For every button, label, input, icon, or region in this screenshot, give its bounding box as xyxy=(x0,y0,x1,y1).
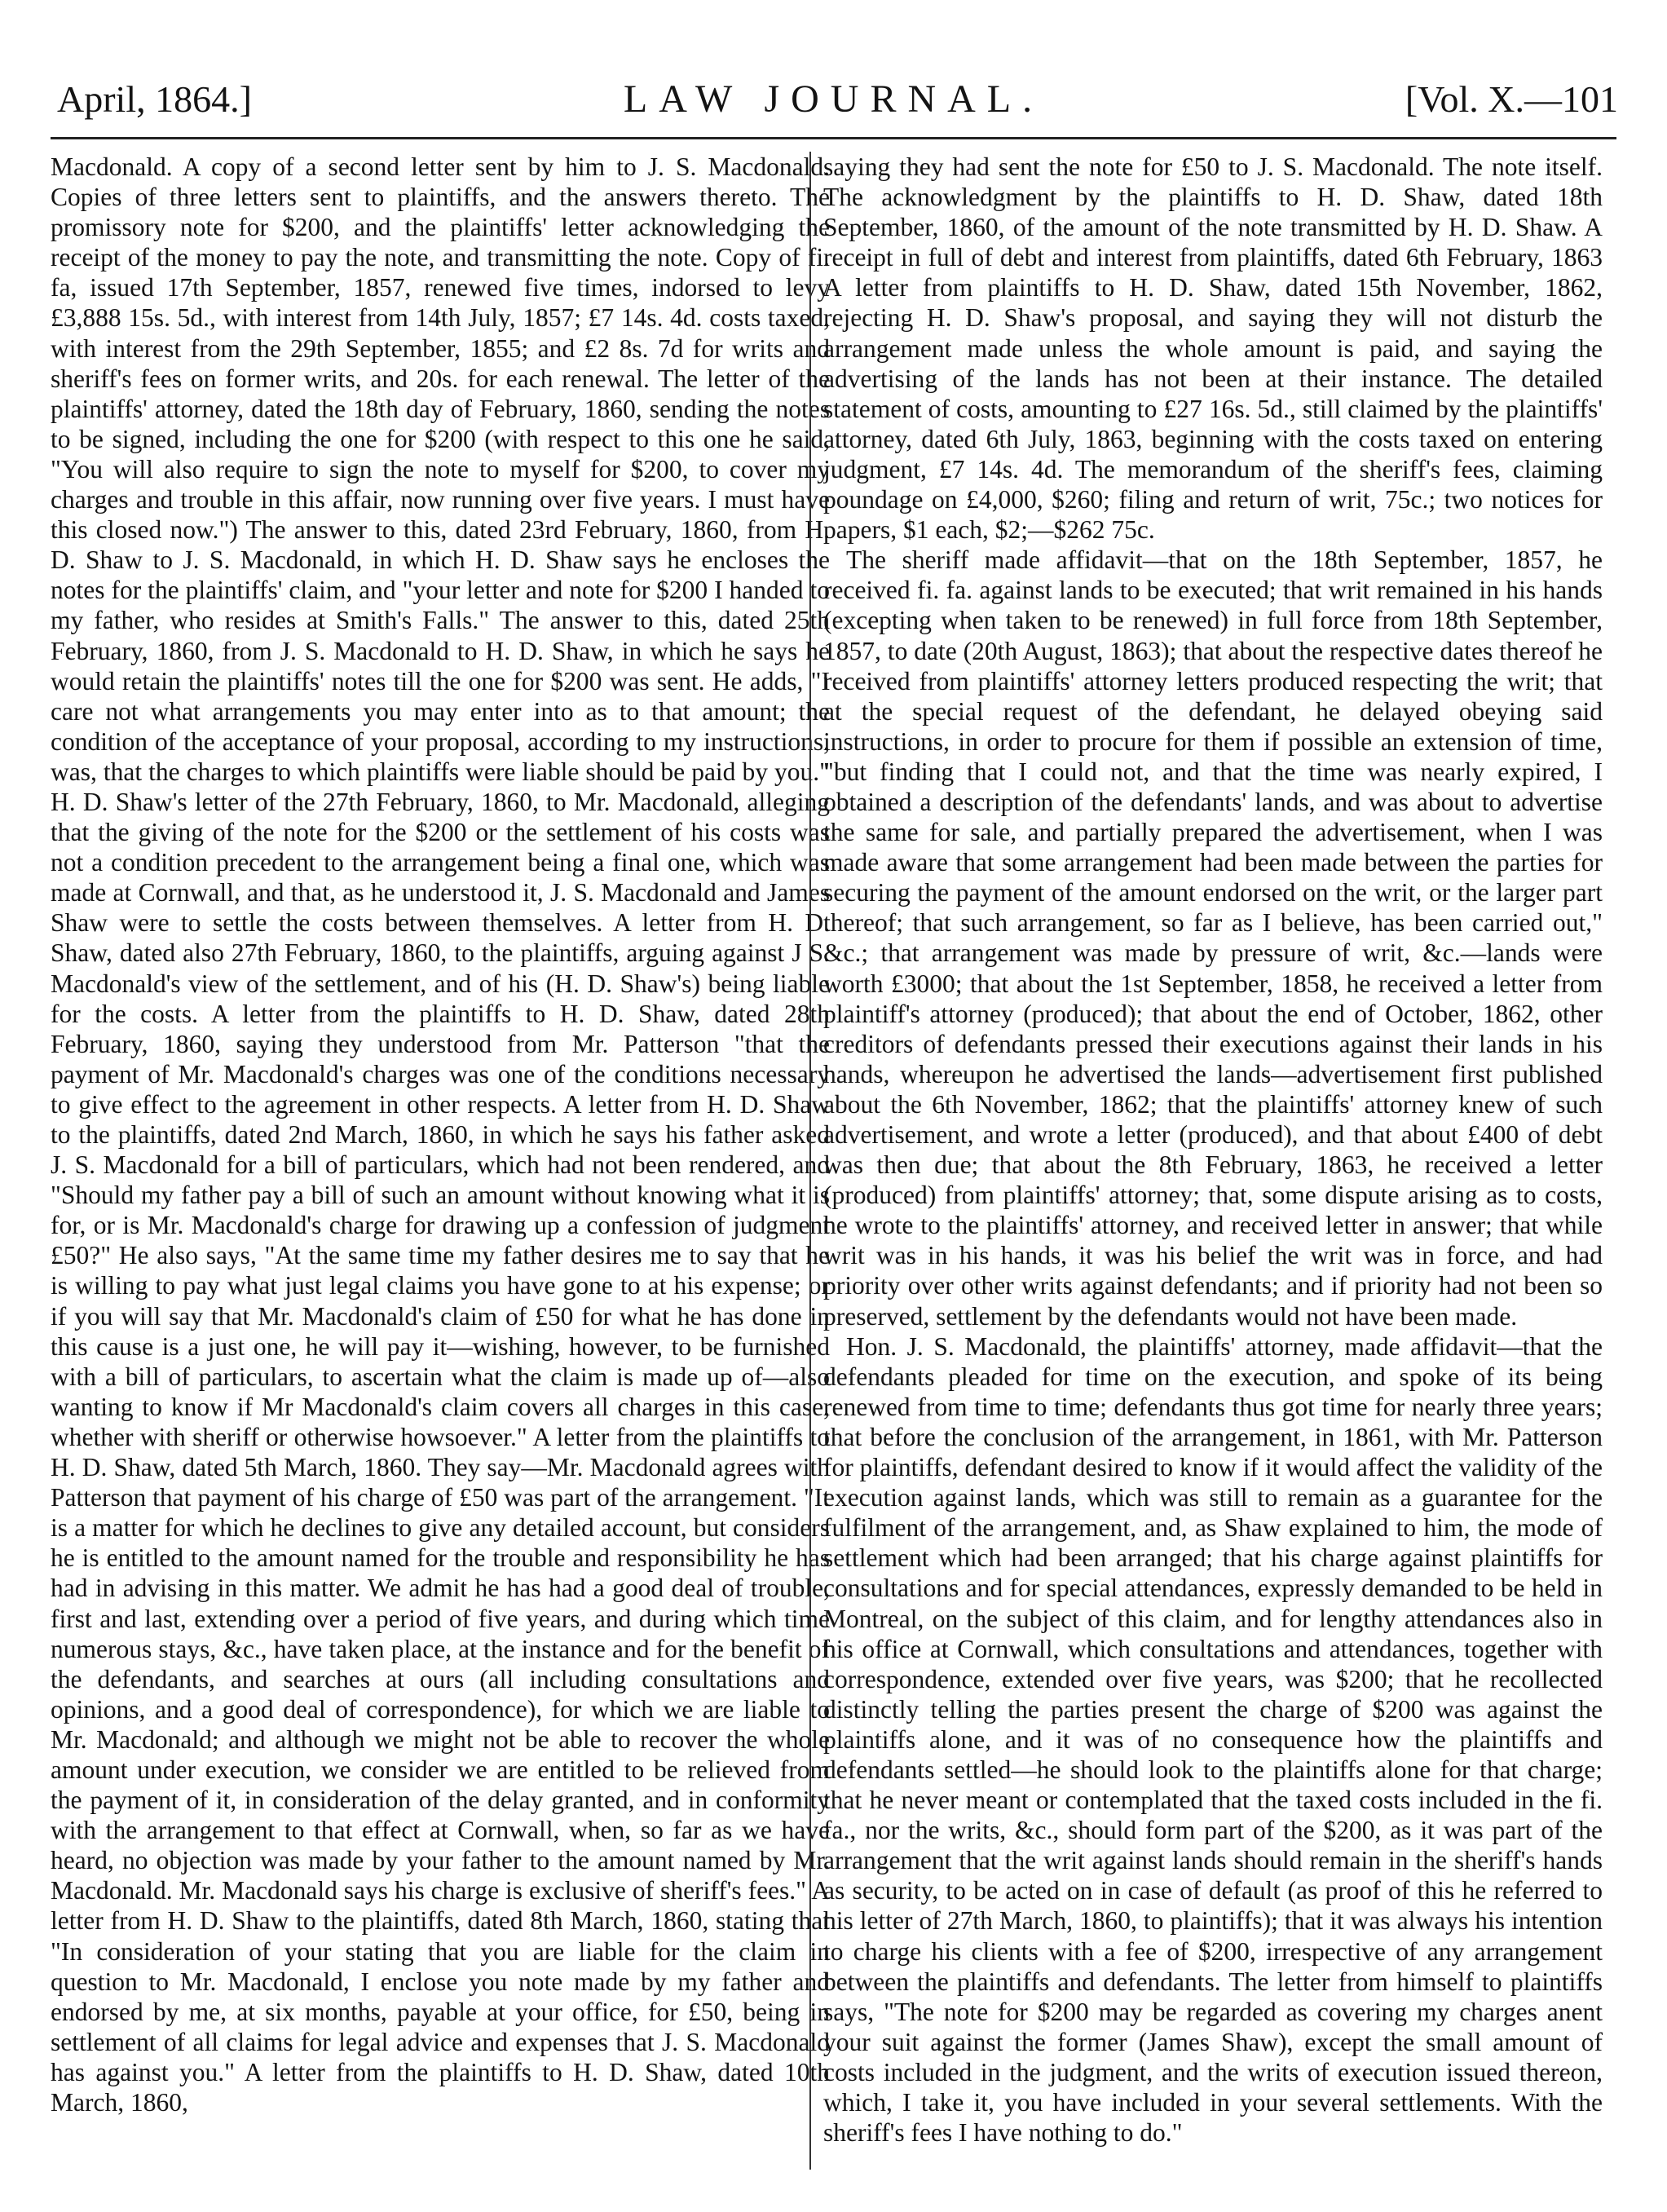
running-head xyxy=(33,75,1634,124)
right-column xyxy=(823,152,1603,2157)
right-paragraph-2: The sheriff made affidavit—that on the 18th September, 1857, he received fi. fa. against lands to be executed; that writ remained in his hands (excepting when taken to be renewed) in full force from 18th September, 1857, to date (20th August, 1863); that about the respective dates thereof he received from plaintiffs' attorney letters produced respecting the writ; that at the special request of the defendant, he delayed obeying said instructions, in order to procure for them if possible an extension of time, "but finding that I could not, and that the time was nearly expired, I obtained a description of the defendants' lands, and was about to advertise the same for sale, and partially prepared the advertisement, when I was made aware that some arrangement had been made between the parties for securing the payment of the amount endorsed on the writ, or the larger part thereof; that such arrangement, so far as I believe, has been carried out," &c.; that arrangement was made by pressure of writ, &c.—lands were worth £3000; that about the 1st September, 1858, he received a letter from plaintiff's attorney (produced); that about the end of October, 1862, other creditors of defendants pressed their executions against their lands in his hands, whereupon he advertised the lands—advertisement first published about the 6th November, 1862; that the plaintiffs' attorney knew of such advertisement, and wrote a letter (produced), and that about £400 of debt was then due; that about the 8th February, 1863, he received a letter (produced) from plaintiffs' attorney; that, some dispute arising as to costs, he wrote to the plaintiffs' attorney, and received letter in answer; that while writ was in his hands, it was his belief the writ was in force, and had priority over other writs against defendants; and if priority had not been so preserved, settlement by the defendants would not have been made. xyxy=(823,545,1603,1331)
journal-title: LAW JOURNAL. xyxy=(623,77,1044,121)
issue-date: April, 1864.] xyxy=(57,78,252,120)
left-column xyxy=(51,152,830,2157)
right-paragraph-1: saying they had sent the note for £50 to J. S. Macdonald. The note itself. The acknowledgment by the plaintiffs to H. D. Shaw, dated 18th September, 1860, of the amount of the note transmitted by H. D. Shaw. A receipt in full of debt and interest from plaintiffs, dated 6th February, 1863 A letter from plaintiffs to H. D. Shaw, dated 15th November, 1862, rejecting H. D. Shaw's proposal, and saying they will not disturb the arrangement made unless the whole amount is paid, and saying the advertising of the lands has not been at their instance. The detailed statement of costs, amounting to £27 16s. 5d., still claimed by the plaintiffs' attorney, dated 6th July, 1863, beginning with the costs taxed on entering judgment, £7 14s. 4d. The memorandum of the sheriff's fees, claiming poundage on £4,000, $260; filing and return of writ, 75c.; two notices for papers, $1 each, $2;—$262 75c. xyxy=(823,152,1603,545)
right-paragraph-3: Hon. J. S. Macdonald, the plaintiffs' attorney, made affidavit—that the defendants pleaded for time on the execution, and spoke of its being renewed from time to time; defendants thus got time for nearly three years; that before the conclusion of the arrangement, in 1861, with Mr. Patterson for plaintiffs, defendant desired to know if it would affect the validity of the execution against lands, which was still to remain as a guarantee for the fulfilment of the arrangement, and, as Shaw explained to him, the mode of settlement which had been arranged; that his charge against plaintiffs for consultations and for special attendances, expressly demanded to be held in Montreal, on the subject of this claim, and for lengthy attendances also in his office at Cornwall, which consultations and attendances, together with correspondence, extended over five years, was $200; that he recollected distinctly telling the parties present the charge of $200 was against the plaintiffs alone, and it was of no consequence how the plaintiffs and defendants settled—he should look to the plaintiffs alone for that charge; that he never meant or contemplated that the taxed costs included in the fi. fa., nor the writs, &c., should form part of the $200, as it was part of the arrangement that the writ against lands should remain in the sheriff's hands as security, to be acted on in case of default (as proof of this he referred to his letter of 27th March, 1860, to plaintiffs); that it was always his intention to charge his clients with a fee of $200, irrespective of any arrangement between the plaintiffs and defendants. The letter from himself to plaintiffs says, "The note for $200 may be regarded as covering my charges anent your suit against the former (James Shaw), except the small amount of costs included in the judgment, and the writs of execution issued thereon, which, I take it, you have included in your several settlements. With the sheriff's fees I have nothing to do." xyxy=(823,1331,1603,2148)
header-rule xyxy=(51,137,1616,139)
left-paragraph-1: Macdonald. A copy of a second letter sent by him to J. S. Macdonald. Copies of three letters sent to plaintiffs, and the answers thereto. The promissory note for $200, and the plaintiffs' letter acknowledging the receipt of the money to pay the note, and transmitting the note. Copy of fi. fa, issued 17th September, 1857, renewed five times, indorsed to levy £3,888 15s. 5d., with interest from 14th July, 1857; £7 14s. 4d. costs taxed, with interest from the 29th September, 1855; and £2 8s. 7d for writs and sheriff's fees on former writs, and 20s. for each renewal. The letter of the plaintiffs' attorney, dated the 18th day of February, 1860, sending the notes to be signed, including the one for $200 (with respect to this one he said, "You will also require to sign the note to myself for $200, to cover my charges and trouble in this affair, now running over five years. I must have this closed now.") The answer to this, dated 23rd February, 1860, from H. D. Shaw to J. S. Macdonald, in which H. D. Shaw says he encloses the notes for the plaintiffs' claim, and "your letter and note for $200 I handed to my father, who resides at Smith's Falls." The answer to this, dated 25th February, 1860, from J. S. Macdonald to H. D. Shaw, in which he says he would retain the plaintiffs' notes till the one for $200 was sent. He adds, "I care not what arrangements you may enter into as to that amount; the condition of the acceptance of your proposal, according to my instructions, was, that the charges to which plaintiffs were liable should be paid by you." H. D. Shaw's letter of the 27th February, 1860, to Mr. Macdonald, alleging that the giving of the note for the $200 or the settlement of his costs was not a condition precedent to the arrangement being a final one, which was made at Cornwall, and that, as he understood it, J. S. Macdonald and James Shaw were to settle the costs between themselves. A letter from H. D. Shaw, dated also 27th February, 1860, to the plaintiffs, arguing against J S. Macdonald's view of the settlement, and of his (H. D. Shaw's) being liable for the costs. A letter from the plaintiffs to H. D. Shaw, dated 28th February, 1860, saying they understood from Mr. Patterson "that the payment of Mr. Macdonald's charges was one of the conditions necessary to give effect to the agreement in other respects. A letter from H. D. Shaw to the plaintiffs, dated 2nd March, 1860, in which he says his father asked J. S. Macdonald for a bill of particulars, which had not been rendered, and "Should my father pay a bill of such an amount without knowing what it is for, or is Mr. Macdonald's charge for drawing up a confession of judgment £50?" He also says, "At the same time my father desires me to say that he is willing to pay what just legal claims you have gone to at his expense; or if you will say that Mr. Macdonald's claim of £50 for what he has done in this cause is a just one, he will pay it—wishing, however, to be furnished with a bill of particulars, to ascertain what the claim is made up of—also wanting to know if Mr Macdonald's claim covers all charges in this case, whether with sheriff or otherwise howsoever." A letter from the plaintiffs to H. D. Shaw, dated 5th March, 1860. They say—Mr. Macdonald agrees with Patterson that payment of his charge of £50 was part of the arrangement. "It is a matter for which he declines to give any detailed account, but considers he is entitled to the amount named for the trouble and responsibility he has had in advising in this matter. We admit he has had a good deal of trouble, first and last, extending over a period of five years, and during which time numerous stays, &c., have taken place, at the instance and for the benefit of the defendants, and searches at ours (all including consultations and opinions, and a good deal of correspondence), for which we are liable to Mr. Macdonald; and although we might not be able to recover the whole amount under execution, we consider we are entitled to be relieved from the payment of it, in consideration of the delay granted, and in conformity with the arrangement to that effect at Cornwall, when, so far as we have heard, no objection was made by your father to the amount named by Mr. Macdonald. Mr. Macdonald says his charge is exclusive of sheriff's fees." A letter from H. D. Shaw to the plaintiffs, dated 8th March, 1860, stating that "In consideration of your stating that you are liable for the claim in question to Mr. Macdonald, I enclose you note made by my father and endorsed by me, at six months, payable at your office, for £50, being in settlement of all claims for legal advice and expenses that J. S. Macdonald has against you." A letter from the plaintiffs to H. D. Shaw, dated 10th March, 1860, xyxy=(51,152,830,2117)
column-divider xyxy=(809,152,811,2170)
volume-page-number: [Vol. X.—101 xyxy=(1405,78,1618,120)
